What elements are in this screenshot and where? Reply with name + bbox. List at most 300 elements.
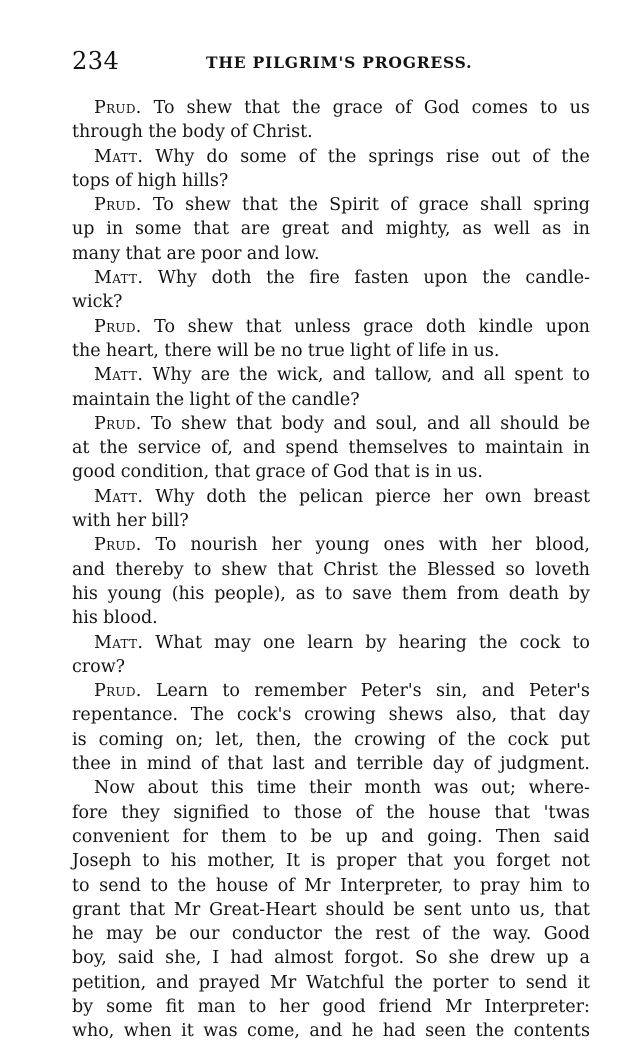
word: Joseph	[72, 851, 132, 872]
word: 'twas	[543, 802, 590, 823]
text-line	[72, 995, 590, 1019]
word: us,	[519, 899, 546, 920]
word: own	[484, 486, 522, 507]
word: may	[106, 924, 143, 945]
word: some	[240, 146, 287, 167]
word: that	[374, 462, 410, 483]
word: going.	[427, 826, 483, 847]
word: bill?	[151, 511, 189, 532]
word: as	[541, 219, 562, 240]
word: Why	[155, 486, 195, 507]
speaker-label: Prud.	[94, 413, 142, 434]
word: almost	[274, 948, 334, 969]
word: the	[388, 559, 417, 580]
word: had	[382, 1021, 416, 1042]
text-line	[72, 728, 590, 752]
word: to	[72, 875, 90, 896]
word: of	[230, 122, 248, 143]
word: maintain	[72, 389, 151, 410]
word: fore	[72, 802, 108, 823]
word: that	[554, 899, 590, 920]
word: crowing	[304, 705, 376, 726]
word: who,	[72, 1021, 115, 1042]
word: great	[281, 219, 330, 240]
word: all	[469, 413, 491, 434]
word: us.	[473, 340, 500, 361]
text-line	[72, 145, 590, 169]
text-line	[72, 946, 590, 970]
word: that	[214, 462, 251, 483]
word: time	[256, 778, 297, 799]
word: of	[310, 462, 328, 483]
word: heart,	[105, 340, 159, 361]
text-line	[72, 96, 590, 120]
word: of	[394, 98, 412, 118]
word: that	[242, 195, 278, 216]
word: it	[577, 972, 590, 993]
speaker-label: Matt.	[94, 486, 144, 507]
word: Great-Heart	[209, 899, 317, 920]
word: there	[164, 340, 212, 361]
word: in	[451, 340, 469, 361]
word: will	[216, 340, 249, 361]
text-line	[72, 412, 590, 436]
word: grace	[363, 316, 414, 337]
word: poor	[200, 243, 242, 264]
word: young	[107, 583, 162, 604]
word: by	[365, 632, 387, 653]
text-line	[72, 631, 590, 655]
speaker-label: Prud.	[94, 681, 142, 702]
word: candle?	[291, 389, 360, 410]
text-line	[72, 436, 590, 460]
word: to	[457, 438, 476, 459]
word: as	[295, 583, 316, 604]
word: not	[561, 851, 590, 872]
word: that	[494, 802, 531, 823]
word: house	[428, 802, 481, 823]
word: the	[313, 729, 343, 750]
word: forgot.	[344, 948, 405, 969]
word: he	[72, 924, 94, 945]
word: Good	[543, 924, 590, 945]
speaker-label: Matt.	[94, 632, 144, 653]
word: themselves	[348, 438, 448, 459]
word: she	[448, 948, 480, 969]
word: spend	[285, 438, 339, 459]
word: high	[137, 170, 177, 191]
word: upon	[545, 316, 590, 337]
word: petition,	[72, 972, 147, 993]
word: at	[72, 438, 90, 459]
word: that	[277, 559, 314, 580]
word: save	[352, 583, 392, 604]
word: that	[245, 316, 282, 337]
word: rise	[446, 146, 480, 167]
word: hills?	[181, 170, 229, 191]
word: up	[72, 219, 95, 240]
word: and	[246, 243, 280, 264]
word: his	[170, 851, 197, 872]
word: tops	[72, 170, 110, 191]
word: and	[332, 365, 366, 386]
word: last	[272, 754, 305, 775]
word: may	[214, 632, 251, 653]
book-title-header: THE PILGRIM'S PROGRESS.	[206, 53, 473, 72]
word: where-	[528, 778, 590, 799]
word: for	[182, 826, 209, 847]
text-line	[72, 679, 590, 703]
text-line	[72, 509, 590, 533]
word: day	[558, 705, 590, 726]
word: her	[442, 486, 473, 507]
word: doth	[206, 486, 247, 507]
word: and	[481, 681, 515, 702]
word: shew	[221, 559, 268, 580]
speaker-label: Prud.	[94, 535, 142, 556]
word: that	[236, 413, 272, 434]
word: them	[401, 583, 448, 604]
word: fit	[165, 996, 185, 1017]
word: of,	[210, 438, 233, 459]
text-line	[72, 801, 590, 825]
word: maintain	[485, 438, 564, 459]
word: that	[509, 705, 546, 726]
text-line	[72, 776, 590, 800]
word: prayed	[198, 972, 261, 993]
word: and	[313, 754, 347, 775]
word: that	[244, 98, 280, 118]
word: to	[452, 875, 471, 896]
word: be	[568, 413, 590, 434]
word: no	[280, 340, 303, 361]
word: her	[116, 511, 147, 532]
word: comes	[471, 98, 528, 118]
word: The	[190, 705, 225, 726]
word: also,	[455, 705, 498, 726]
word: of	[200, 754, 218, 775]
word: Then	[495, 826, 541, 847]
word: light	[189, 389, 231, 410]
word: in	[106, 219, 124, 240]
word: to	[193, 559, 212, 580]
word: to	[572, 365, 590, 386]
word: shews	[388, 705, 444, 726]
word: when	[123, 1021, 172, 1042]
text-line	[72, 752, 590, 776]
word: his	[72, 608, 98, 629]
word: to	[142, 851, 160, 872]
word: the	[291, 98, 321, 118]
word: of	[532, 146, 550, 167]
word: out	[491, 146, 521, 167]
word: so	[505, 559, 526, 580]
speaker-label: Matt.	[94, 365, 144, 386]
word: be	[310, 826, 333, 847]
word: of	[235, 389, 253, 410]
word: Christ	[323, 559, 378, 580]
word: forget	[496, 851, 551, 872]
word: loveth	[535, 559, 590, 580]
word: grant	[72, 899, 121, 920]
word: this	[210, 778, 244, 799]
word: day	[432, 754, 465, 775]
word: her	[491, 535, 522, 556]
word: to	[324, 583, 343, 604]
word: friend	[378, 996, 433, 1017]
word: good	[72, 462, 116, 483]
word: unto	[470, 899, 511, 920]
word: wick,	[276, 365, 324, 386]
word: his	[72, 583, 98, 604]
word: of	[355, 802, 373, 823]
word: the	[394, 972, 423, 993]
word: send	[525, 972, 568, 993]
word: the	[475, 1021, 505, 1042]
word: us.	[457, 462, 483, 483]
word: to	[150, 875, 169, 896]
word: breast	[533, 486, 590, 507]
word: good	[322, 996, 366, 1017]
text-line	[72, 582, 590, 606]
text-line	[72, 655, 590, 679]
word: to	[248, 996, 267, 1017]
word: in	[120, 754, 138, 775]
word: To	[155, 535, 177, 556]
word: her	[279, 996, 310, 1017]
word: fire	[309, 268, 340, 289]
word: cock	[507, 729, 549, 750]
word: Spirit	[329, 195, 379, 216]
word: the	[451, 924, 481, 945]
text-line	[72, 242, 590, 266]
word: up	[546, 948, 569, 969]
word: true	[307, 340, 345, 361]
word: was	[433, 778, 469, 799]
word: signified	[173, 802, 250, 823]
word: blood,	[535, 535, 590, 556]
word: one	[262, 632, 296, 653]
word: should	[325, 899, 385, 920]
text-line	[72, 193, 590, 217]
word: and	[72, 559, 105, 580]
word: that	[129, 899, 165, 920]
word: the	[257, 389, 287, 410]
text-line	[72, 558, 590, 582]
word: To	[153, 98, 175, 118]
word: grace	[418, 195, 469, 216]
word: thee	[72, 754, 112, 775]
text-line	[72, 266, 590, 290]
word: they	[121, 802, 160, 823]
word: are	[166, 243, 196, 264]
word: grace	[332, 98, 383, 118]
word: him	[529, 875, 563, 896]
word: service	[137, 438, 202, 459]
word: Learn	[155, 681, 208, 702]
word: shew	[185, 195, 231, 216]
word: to	[572, 875, 590, 896]
word: many	[72, 243, 121, 264]
word: in	[573, 438, 590, 459]
word: was	[203, 1021, 238, 1042]
word: of	[277, 875, 295, 896]
body-text	[72, 96, 590, 1044]
text-line	[72, 533, 590, 557]
word: and	[309, 1021, 343, 1042]
text-line	[72, 922, 590, 946]
word: be	[253, 340, 276, 361]
word: up	[345, 826, 368, 847]
word: the	[561, 146, 590, 167]
word: grace	[255, 462, 306, 483]
text-line	[72, 290, 590, 314]
word: and	[155, 972, 189, 993]
word: Peter's	[529, 681, 590, 702]
word: shew	[187, 316, 234, 337]
word: with	[72, 511, 111, 532]
word: to	[539, 98, 558, 118]
word: low.	[284, 243, 320, 264]
word: conductor	[231, 924, 322, 945]
word: a	[579, 948, 590, 969]
word: the	[482, 268, 511, 289]
word: the	[478, 632, 508, 653]
word: fasten	[354, 268, 409, 289]
word: the	[334, 924, 363, 945]
word: seen	[425, 1021, 467, 1042]
word: should	[500, 413, 560, 434]
running-head	[72, 47, 590, 77]
word: hearing	[398, 632, 467, 653]
word: mind	[146, 754, 192, 775]
word: So	[415, 948, 438, 969]
word: come,	[247, 1021, 300, 1042]
word: the	[99, 438, 128, 459]
speaker-label: Prud.	[94, 195, 142, 216]
text-line	[72, 315, 590, 339]
word: spring	[533, 195, 590, 216]
word: the	[239, 365, 268, 386]
page-number: 234	[72, 47, 120, 75]
word: porter	[432, 972, 489, 993]
text-line	[72, 703, 590, 727]
word: cock	[519, 632, 561, 653]
word: Why	[152, 365, 192, 386]
word: pelican	[298, 486, 364, 507]
word: let,	[215, 729, 244, 750]
word: Mr	[445, 996, 472, 1017]
word: are	[240, 219, 270, 240]
word: them	[221, 826, 267, 847]
text-line	[72, 363, 590, 387]
word: learn	[307, 632, 354, 653]
word: and	[242, 438, 276, 459]
word: mother,	[207, 851, 276, 872]
word: said	[553, 826, 590, 847]
word: Interpreter:	[484, 996, 590, 1017]
word: she,	[165, 948, 202, 969]
word: the	[289, 195, 318, 216]
word: some	[134, 219, 182, 240]
word: out;	[481, 778, 516, 799]
word: you	[453, 851, 486, 872]
speaker-label: Matt.	[94, 268, 144, 289]
speaker-label: Prud.	[94, 316, 142, 337]
word: kindle	[478, 316, 534, 337]
word: Why	[157, 268, 197, 289]
word: it	[181, 1021, 194, 1042]
word: be	[393, 899, 415, 920]
word: us	[569, 98, 590, 118]
word: the	[148, 122, 177, 143]
word: the	[72, 340, 101, 361]
word: the	[466, 729, 496, 750]
text-line	[72, 339, 590, 363]
word: well	[493, 219, 531, 240]
word: God	[423, 98, 460, 118]
word: of	[390, 195, 408, 216]
word: wick?	[72, 292, 123, 313]
word: drew	[490, 948, 536, 969]
text-line	[72, 874, 590, 898]
word: house	[215, 875, 269, 896]
word: in	[573, 219, 590, 240]
word: Why	[155, 146, 195, 167]
word: blood.	[103, 608, 158, 629]
text-line	[72, 169, 590, 193]
word: Peter's	[360, 681, 422, 702]
word: judgment.	[499, 754, 590, 775]
word: body	[281, 413, 325, 434]
word: To	[152, 195, 174, 216]
word: and	[381, 826, 414, 847]
word: condition,	[120, 462, 210, 483]
word: Mr	[269, 972, 297, 993]
word: and	[340, 219, 374, 240]
word: her	[271, 535, 302, 556]
word: pray	[480, 875, 520, 896]
word: month	[364, 778, 422, 799]
word: of	[298, 146, 316, 167]
word: is	[415, 462, 430, 483]
word: doth	[425, 316, 466, 337]
word: then,	[255, 729, 302, 750]
text-line	[72, 217, 590, 241]
word: pierce	[375, 486, 431, 507]
word: ones	[383, 535, 425, 556]
word: thereby	[115, 559, 184, 580]
text-line	[72, 1019, 590, 1043]
word: What	[155, 632, 202, 653]
text-line	[72, 971, 590, 995]
word: shew	[181, 413, 227, 434]
word: remember	[254, 681, 347, 702]
word: To	[150, 413, 172, 434]
word: our	[189, 924, 220, 945]
word: to	[279, 826, 298, 847]
word: and	[426, 413, 460, 434]
word: from	[456, 583, 499, 604]
word: to	[222, 681, 240, 702]
word: proper	[336, 851, 397, 872]
word: to	[262, 802, 281, 823]
text-line	[72, 825, 590, 849]
word: to	[572, 632, 590, 653]
word: life	[418, 340, 447, 361]
word: unless	[294, 316, 351, 337]
word: some	[106, 996, 153, 1017]
